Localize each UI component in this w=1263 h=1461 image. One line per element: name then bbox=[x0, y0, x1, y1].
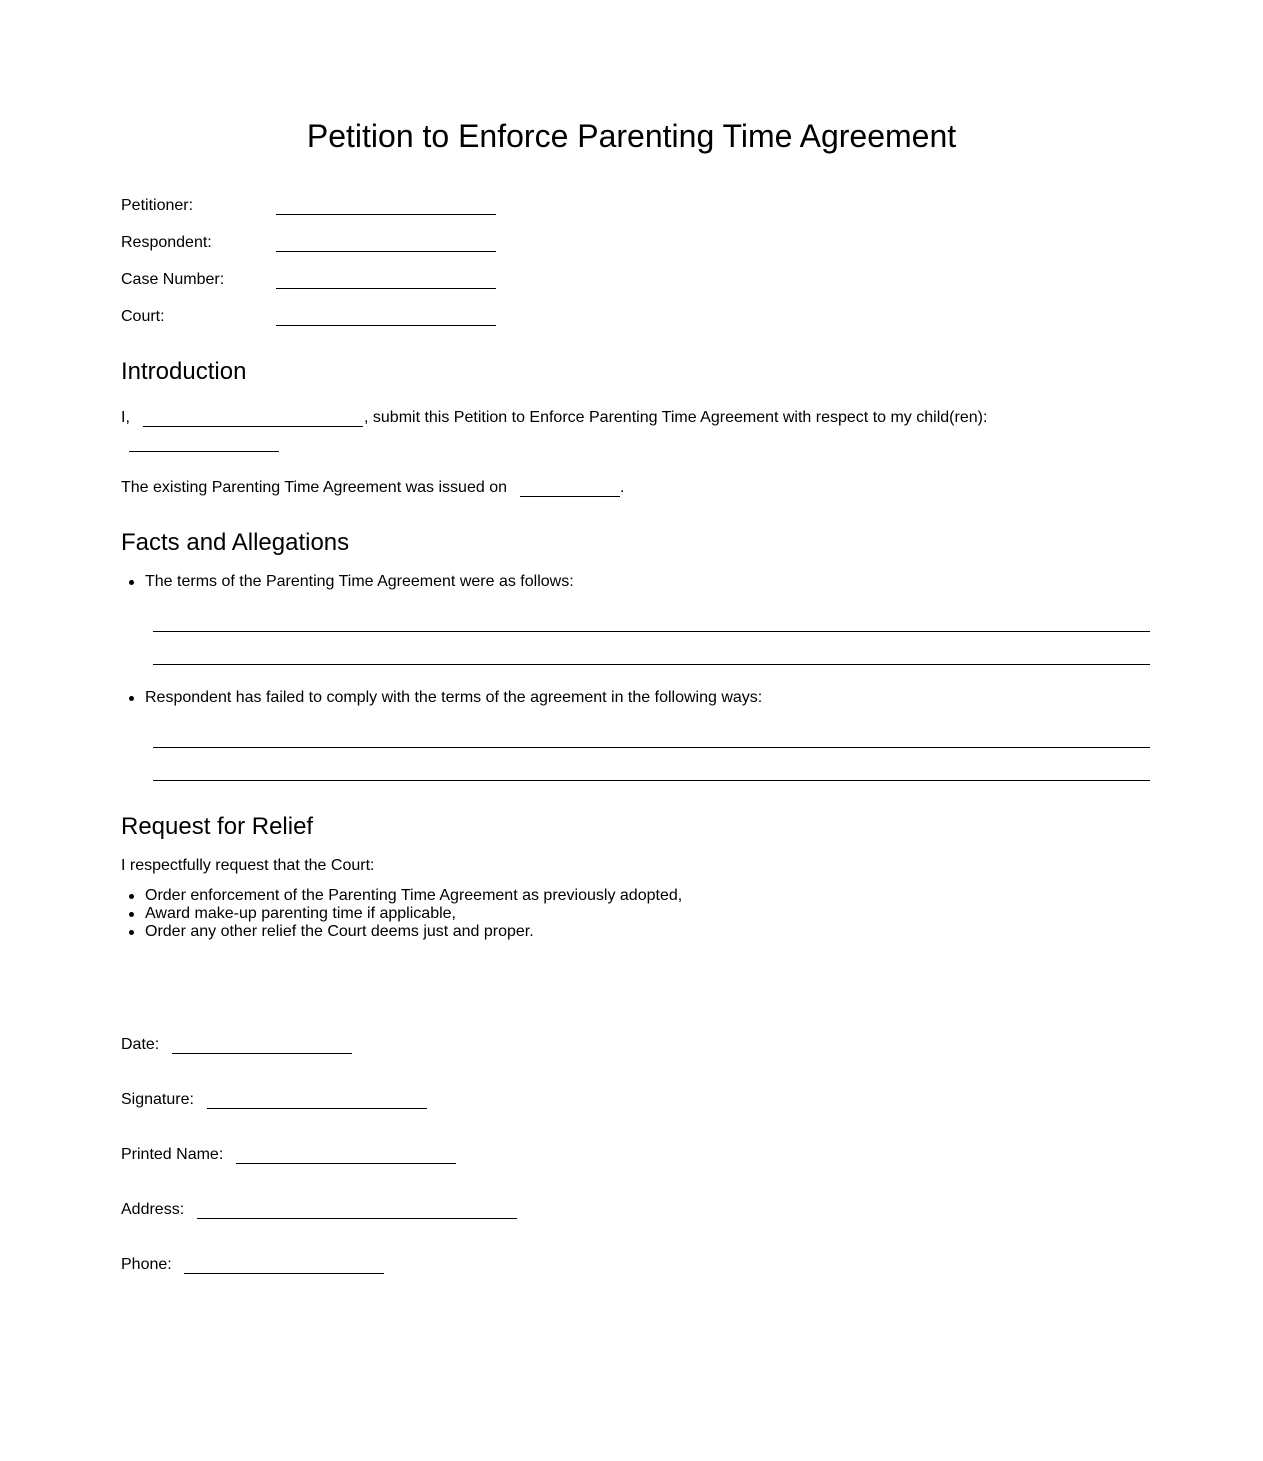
facts-item: The terms of the Parenting Time Agreement were as follows: bbox=[145, 573, 574, 590]
address-field[interactable] bbox=[197, 1200, 517, 1219]
document-title: Petition to Enforce Parenting Time Agreement bbox=[306, 118, 957, 154]
printed-name-label: Printed Name: bbox=[121, 1146, 224, 1163]
bullet-icon bbox=[129, 894, 134, 899]
relief-heading: Request for Relief bbox=[121, 813, 314, 840]
relief-item: Order enforcement of the Parenting Time Agreement as previously adopted, bbox=[145, 887, 683, 904]
intro-statement: , submit this Petition to Enforce Parenting Time Agreement with respect to my child(ren): bbox=[364, 409, 988, 426]
period: . bbox=[620, 479, 625, 496]
petitioner-label: Petitioner: bbox=[121, 197, 194, 214]
relief-intro: I respectfully request that the Court: bbox=[121, 857, 375, 874]
signature-label: Signature: bbox=[121, 1091, 194, 1108]
printed-name-field[interactable] bbox=[236, 1145, 456, 1164]
date-label: Date: bbox=[121, 1036, 160, 1053]
bullet-icon bbox=[129, 912, 134, 917]
relief-item: Award make-up parenting time if applicable, bbox=[145, 905, 456, 922]
issued-date-field[interactable] bbox=[520, 478, 620, 497]
case-number-field[interactable] bbox=[276, 270, 496, 289]
terms-line-1[interactable] bbox=[153, 613, 1150, 632]
signature-field[interactable] bbox=[207, 1090, 427, 1109]
petitioner-name-field[interactable] bbox=[143, 408, 363, 427]
facts-heading: Facts and Allegations bbox=[121, 529, 350, 556]
court-label: Court: bbox=[121, 308, 165, 325]
date-field[interactable] bbox=[172, 1035, 352, 1054]
bullet-icon bbox=[129, 580, 134, 585]
phone-label: Phone: bbox=[121, 1256, 172, 1273]
phone-field[interactable] bbox=[184, 1255, 384, 1274]
address-label: Address: bbox=[121, 1201, 185, 1218]
bullet-icon bbox=[129, 696, 134, 701]
relief-item: Order any other relief the Court deems just and proper. bbox=[145, 923, 534, 940]
terms-line-2[interactable] bbox=[153, 646, 1150, 665]
respondent-label: Respondent: bbox=[121, 234, 212, 251]
i-label: I, bbox=[121, 409, 130, 426]
case-number-label: Case Number: bbox=[121, 271, 225, 288]
introduction-heading: Introduction bbox=[121, 358, 247, 385]
issued-text: The existing Parenting Time Agreement was issued on bbox=[121, 479, 507, 496]
noncompliance-line-2[interactable] bbox=[153, 762, 1150, 781]
petitioner-field[interactable] bbox=[276, 196, 496, 215]
children-field[interactable] bbox=[129, 433, 279, 452]
court-field[interactable] bbox=[276, 307, 496, 326]
bullet-icon bbox=[129, 930, 134, 935]
facts-item: Respondent has failed to comply with the terms of the agreement in the following ways: bbox=[145, 689, 763, 706]
respondent-field[interactable] bbox=[276, 233, 496, 252]
noncompliance-line-1[interactable] bbox=[153, 729, 1150, 748]
